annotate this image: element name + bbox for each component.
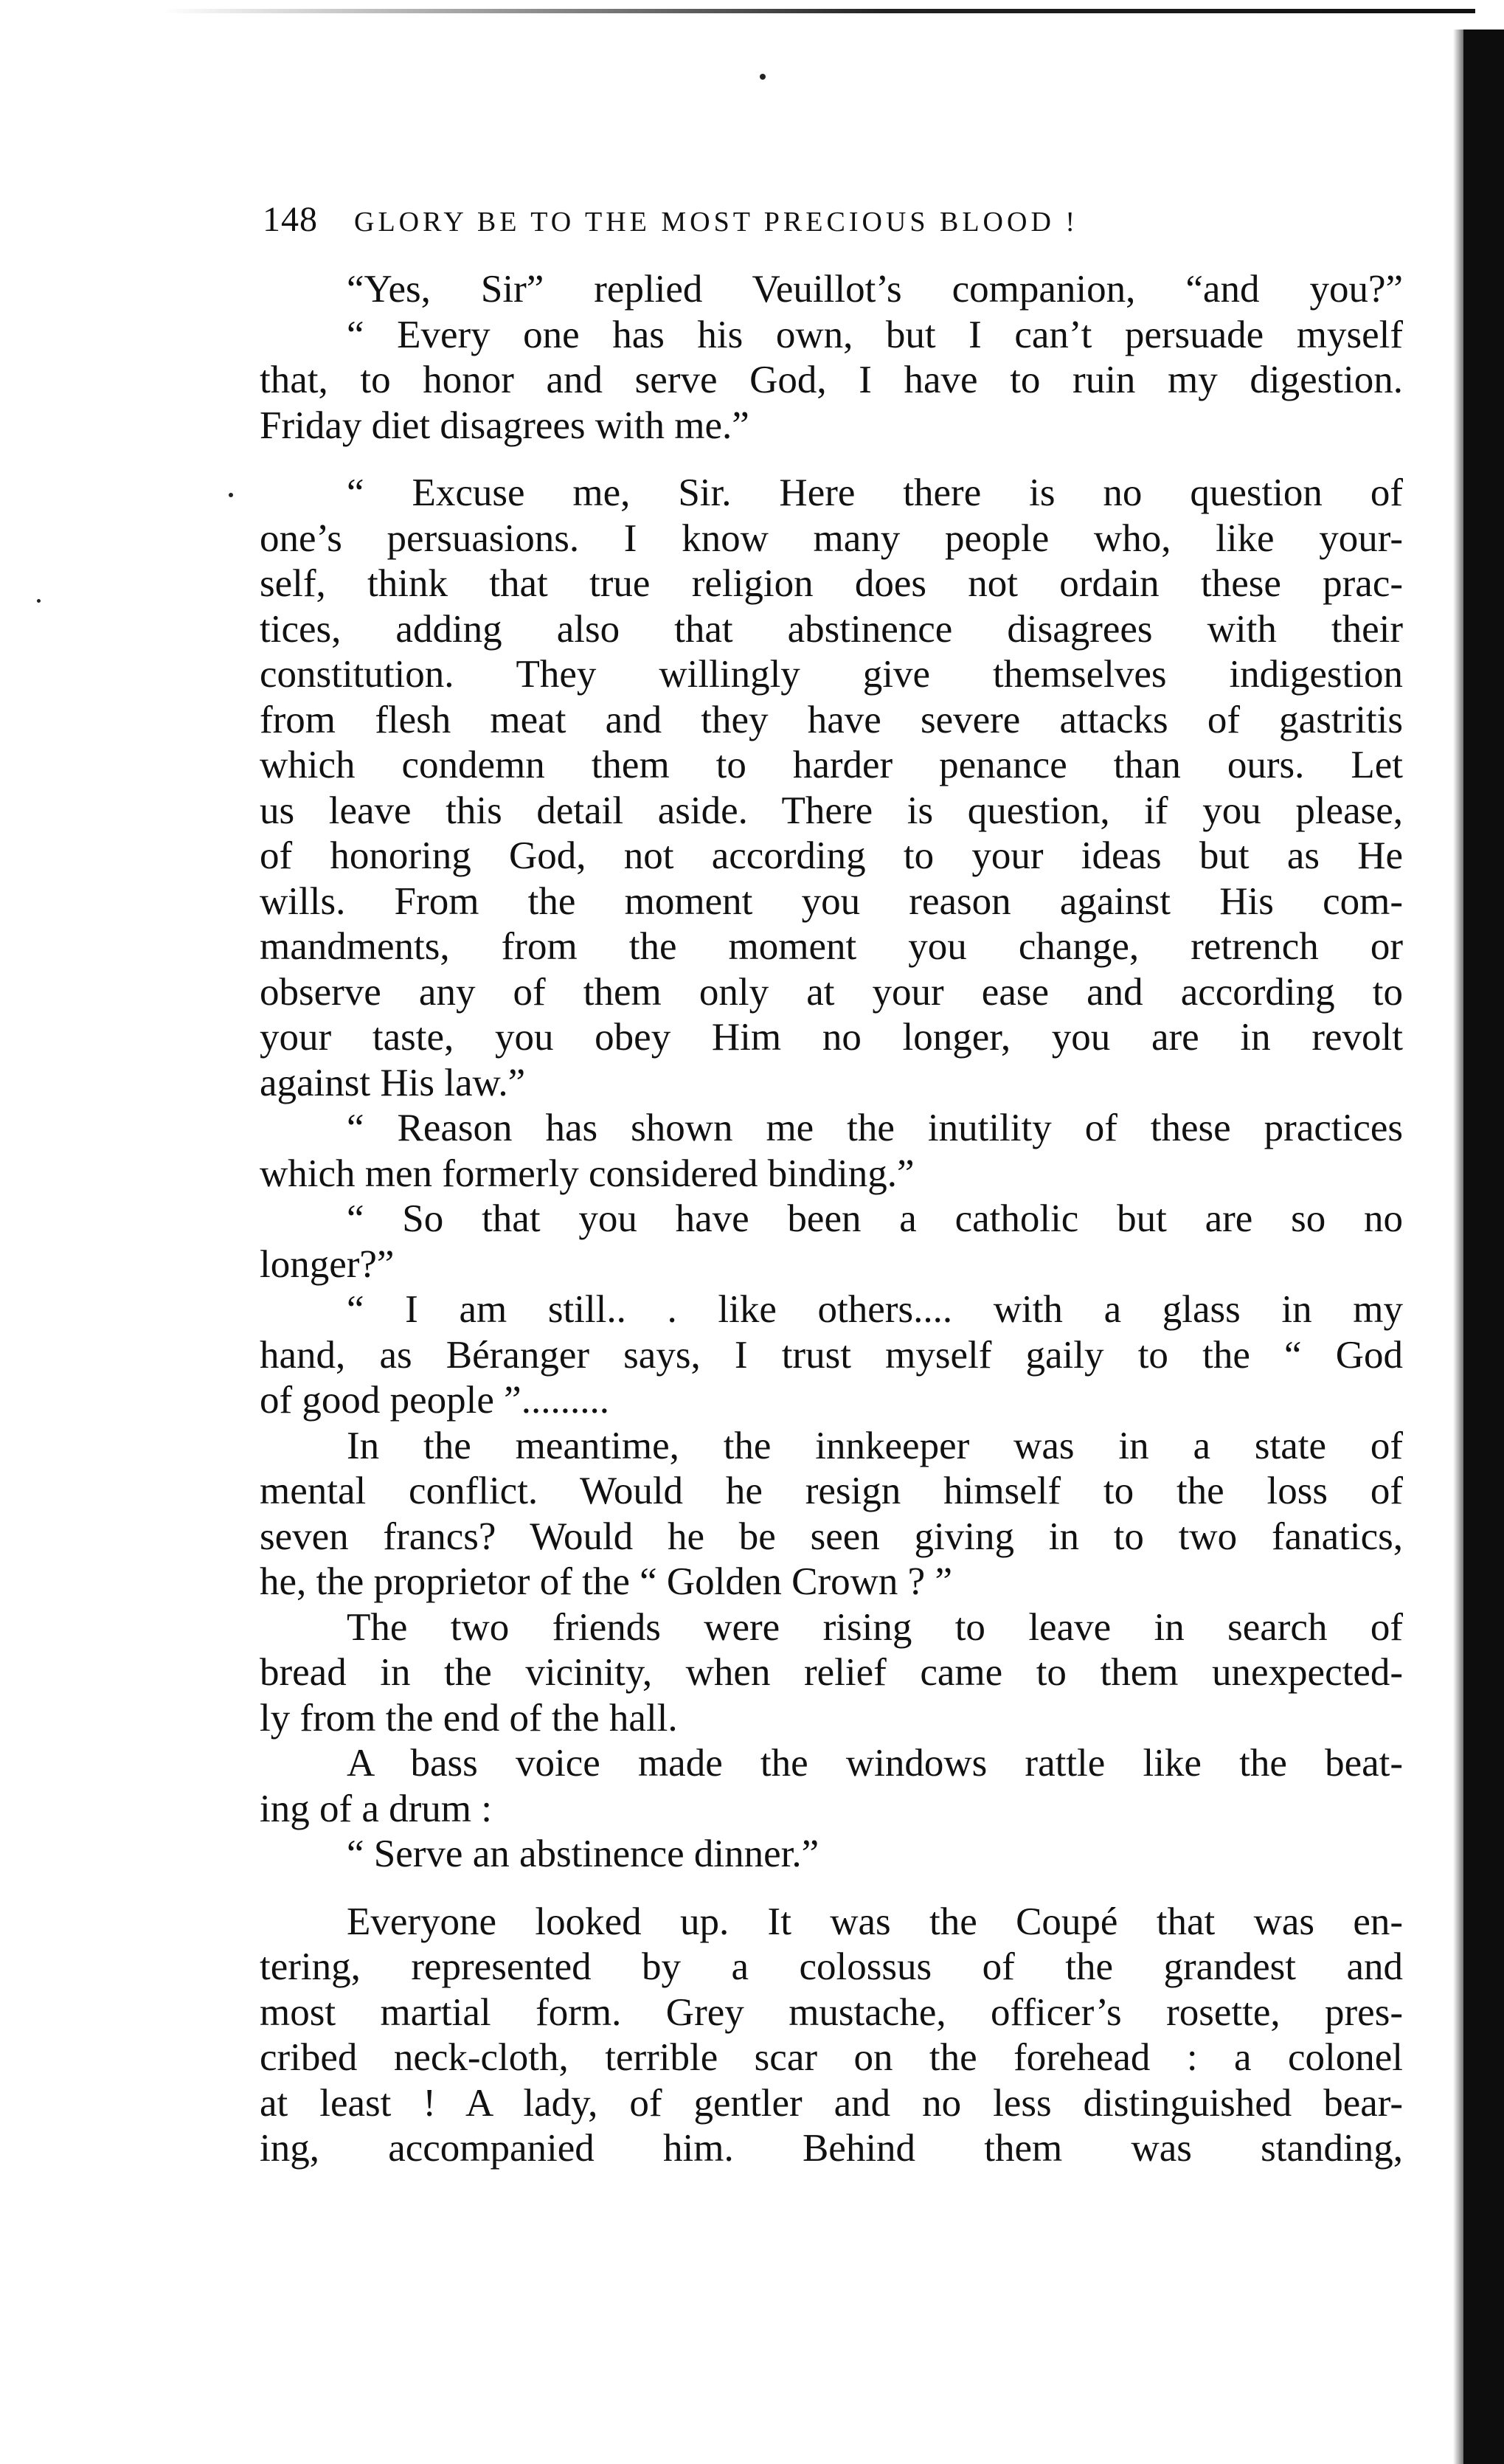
page-edge-top [162,9,1475,13]
text-line: “ So that you have been a catholic but are so no [347,1197,1403,1240]
scan-speck [229,493,233,497]
text-line: which condemn them to harder penance than ours. Let [260,744,1403,786]
text-line: one’s persuasions. I know many people who, like your- [260,516,1403,560]
text-line: hand, as Béranger says, I trust myself gaily to the “ God [260,1333,1403,1377]
text-line: mandments, from the moment you change, retrench or [260,925,1403,968]
text-line: of good people ”......... [260,1379,609,1422]
text-line: “ I am still.. . like others.... with a glass in my [347,1288,1403,1331]
scan-speck [37,599,41,603]
text-line: “ Serve an abstinence dinner.” [347,1833,819,1875]
text-line: that, to honor and serve God, I have to ruin my digestion. [260,359,1403,401]
page-edge-right [1463,30,1504,2464]
text-line: bread in the vicinity, when relief came to them unexpected- [260,1651,1403,1694]
running-title: GLORY BE TO THE MOST PRECIOUS BLOOD ! [354,207,1079,238]
text-line: “ Excuse me, Sir. Here there is no question of [347,471,1403,514]
running-header [263,199,1399,240]
text-line: most martial form. Grey mustache, officer’s rosette, pres- [260,1990,1403,2034]
text-line: us leave this detail aside. There is question, if you please, [260,789,1403,832]
text-line: seven francs? Would he be seen giving in to two fanatics, [260,1515,1403,1558]
text-line: The two friends were rising to leave in search of [347,1605,1403,1649]
text-line: “ Every one has his own, but I can’t persuade myself [347,313,1403,356]
text-line: observe any of them only at your ease and according to [260,970,1403,1014]
text-line: A bass voice made the windows rattle like the beat- [347,1742,1403,1785]
text-line: which men formerly considered binding.” [260,1152,915,1195]
text-line: he, the proprietor of the “ Golden Crown ? ” [260,1560,952,1603]
text-line: wills. From the moment you reason against His com- [260,879,1403,923]
body-text [260,267,1403,2172]
text-line: Everyone looked up. It was the Coupé that was en- [347,1900,1403,1943]
scan-speck [760,74,766,80]
text-line: In the meantime, the innkeeper was in a state of [347,1424,1403,1467]
text-line: cribed neck-cloth, terrible scar on the forehead : a colonel [260,2036,1403,2079]
text-line: mental conflict. Would he resign himself to the loss of [260,1470,1403,1512]
text-line: ing, accompanied him. Behind them was standing, [260,2127,1403,2170]
text-line: from flesh meat and they have severe attacks of gastritis [260,698,1403,741]
text-line: constitution. They willingly give themselves indigestion [260,653,1403,696]
text-line: against His law.” [260,1061,526,1104]
text-line: ly from the end of the hall. [260,1696,678,1740]
text-line: at least ! A lady, of gentler and no less distinguished bear- [260,2081,1403,2125]
text-line: “Yes, Sir” replied Veuillot’s companion, “and you?” [347,268,1403,311]
page-number: 148 [263,200,318,239]
text-line: Friday diet disagrees with me.” [260,404,749,447]
text-line: “ Reason has shown me the inutility of these practices [347,1107,1403,1149]
text-line: of honoring God, not according to your ideas but as He [260,834,1403,877]
text-line: ing of a drum : [260,1787,492,1830]
text-line: your taste, you obey Him no longer, you are in revolt [260,1016,1403,1059]
text-line: longer?” [260,1242,395,1286]
text-line: tering, represented by a colossus of the grandest and [260,1945,1403,1988]
text-line: self, think that true religion does not ordain these prac- [260,562,1403,605]
text-line: tices, adding also that abstinence disagrees with their [260,607,1403,651]
